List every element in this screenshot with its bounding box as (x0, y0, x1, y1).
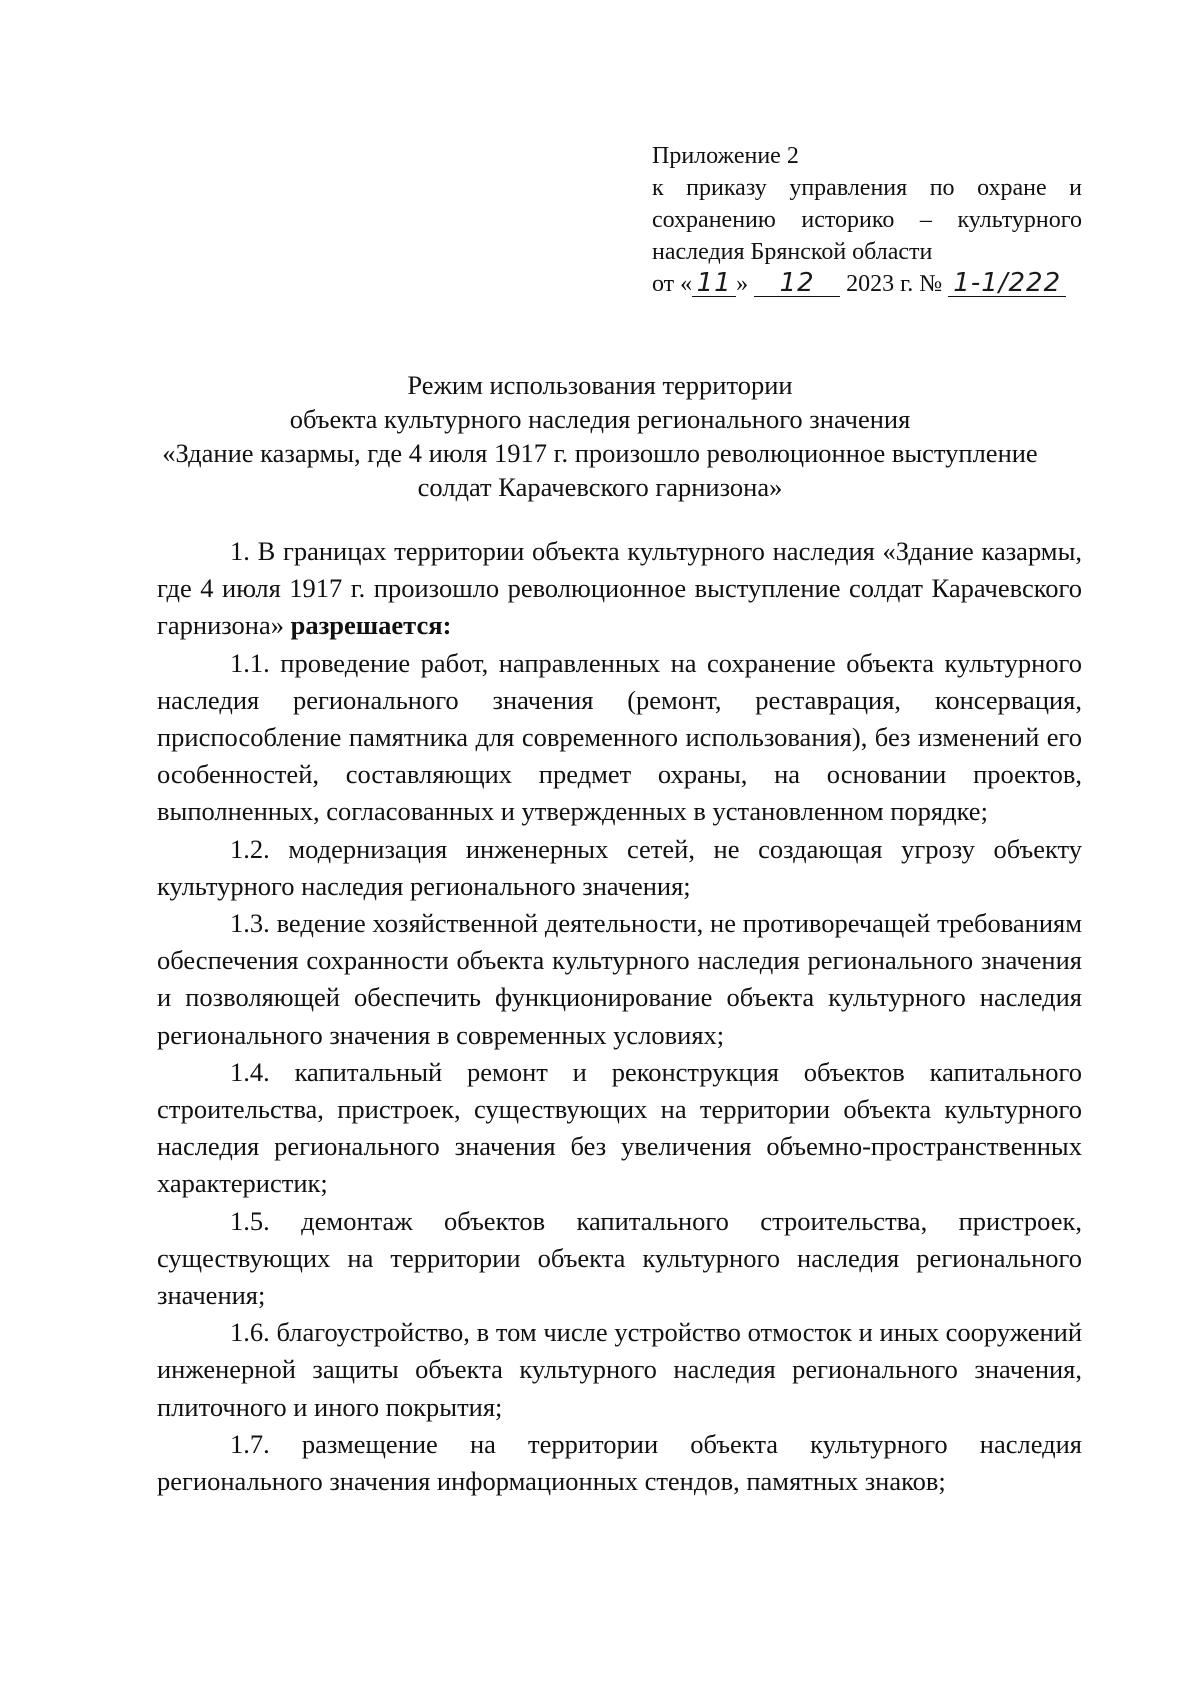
item-1-4: 1.4. капитальный ремонт и реконструкция объектов капитального строительства, пристроек, существующих на территории объекта культурного наследия регионального значения без увеличения объемно-пространственных характеристик; (157, 1056, 1082, 1199)
paragraph-1-text: 1. В границах территории объекта культурного наследия «Здание казармы, где 4 июля 1917 г. произошло революционное выступление солдат Карачевского гарнизона» (157, 536, 1082, 641)
annex-title: Приложение 2 (652, 143, 799, 169)
item-1-5: 1.5. демонтаж объектов капитального строительства, пристроек, существующих на территории объекта культурного наследия регионального значения; (157, 1205, 1082, 1311)
date-prefix: от « (652, 271, 693, 297)
title-line-4: солдат Карачевского гарнизона» (417, 472, 783, 502)
item-1-2: 1.2. модернизация инженерных сетей, не создающая угрозу объекту культурного наследия регионального значения; (157, 833, 1082, 901)
item-1-1: 1.1. проведение работ, направленных на сохранение объекта культурного наследия регионального значения (ремонт, реставрация, консервация, приспособление памятника для современного использования), без изменений его особенностей, составляющих предмет охраны, на основании проектов, выполненных, согласованных и утвержденных в установленном порядке; (157, 647, 1082, 827)
document-title (120, 368, 1080, 504)
annex-header (652, 140, 1082, 300)
paragraph-1 (157, 533, 1082, 645)
title-line-2: объекта культурного наследия регионального значения (289, 404, 911, 434)
date-mid: » (736, 271, 749, 297)
annex-line-region: наследия Брянской области (652, 239, 933, 265)
title-line-1: Режим использования территории (407, 370, 793, 400)
date-month-handwritten: 12 (754, 270, 840, 297)
item-1-7: 1.7. размещение на территории объекта культурного наследия регионального значения информационных стендов, памятных знаков; (157, 1428, 1082, 1497)
title-line-3: «Здание казармы, где 4 июля 1917 г. произошло революционное выступление (162, 438, 1038, 468)
date-day-handwritten: 11 (692, 270, 736, 297)
annex-date-line (652, 268, 1082, 300)
date-year: 2023 г. № (846, 271, 943, 297)
document-body (157, 533, 1082, 1500)
annex-line-order-ref: к приказу управления по охране и (652, 175, 1082, 201)
item-1-6: 1.6. благоустройство, в том числе устройство отмосток и иных сооружений инженерной защиты объекта культурного наследия регионального значения, плиточного и иного покрытия; (157, 1317, 1082, 1422)
item-1-3: 1.3. ведение хозяйственной деятельности, не противоречащей требованиям обеспечения сохранности объекта культурного наследия регионального значения и позволяющей обеспечить функционирование объекта культурного наследия регионального значения в современных условиях; (157, 908, 1082, 1050)
annex-line-department: сохранению историко – культурного (652, 207, 1082, 233)
paragraph-1-bold: разрешается: (290, 610, 452, 641)
order-number-handwritten: 1-1/222 (948, 270, 1066, 297)
